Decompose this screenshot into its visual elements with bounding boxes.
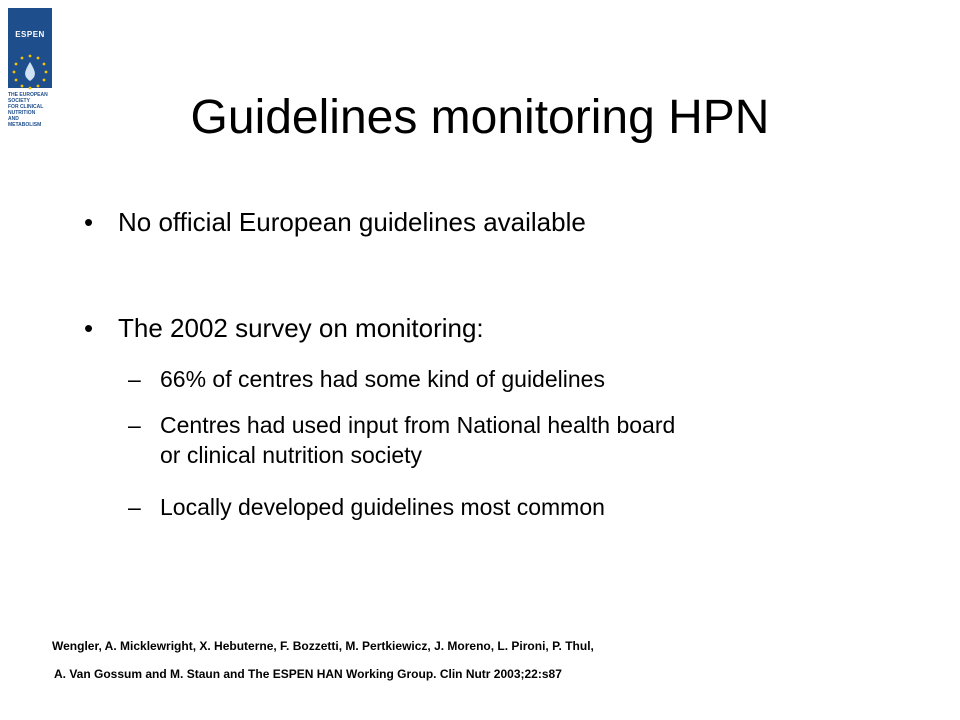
logo-subtitle-line: FOR CLINICAL <box>8 104 44 110</box>
sub-item <box>128 364 605 394</box>
bullet-item <box>84 206 586 238</box>
espen-logo <box>8 8 52 88</box>
bullet-item <box>84 312 484 344</box>
reference-line-1: Wengler, A. Micklewright, X. Hebuterne, F. Bozzetti, M. Pertkiewicz, J. Moreno, L. Pironi, P. Thul, <box>52 639 594 653</box>
sub-marker: – <box>128 494 141 520</box>
slide-title: Guidelines monitoring HPN <box>190 91 770 144</box>
sub-marker: – <box>128 366 141 392</box>
sub-item <box>128 410 676 470</box>
bullet-text: No official European guidelines available <box>118 207 586 237</box>
sub-marker: – <box>128 412 141 438</box>
bullet-text: The 2002 survey on monitoring: <box>118 313 484 343</box>
sub-text: Centres had used input from National health board <box>160 412 676 438</box>
logo-subtitle-line: SOCIETY <box>8 98 30 104</box>
logo-subtitle-line: METABOLISM <box>8 122 42 128</box>
logo-subtitle-line: THE EUROPEAN <box>8 92 48 98</box>
reference-line-2: A. Van Gossum and M. Staun and The ESPEN HAN Working Group. Clin Nutr 2003;22:s87 <box>54 667 562 681</box>
bullet-marker: • <box>84 313 94 343</box>
sub-text: 66% of centres had some kind of guidelines <box>160 366 605 392</box>
logo-subtitle-line: AND <box>8 116 19 122</box>
sub-text-continued: or clinical nutrition society <box>160 442 423 468</box>
sub-text: Locally developed guidelines most common <box>160 494 605 520</box>
logo-subtitle-line: NUTRITION <box>8 110 36 116</box>
logo-wordmark: ESPEN <box>15 30 45 39</box>
sub-item <box>128 492 605 522</box>
bullet-marker: • <box>84 207 94 237</box>
drop-with-stars-icon <box>10 52 50 92</box>
